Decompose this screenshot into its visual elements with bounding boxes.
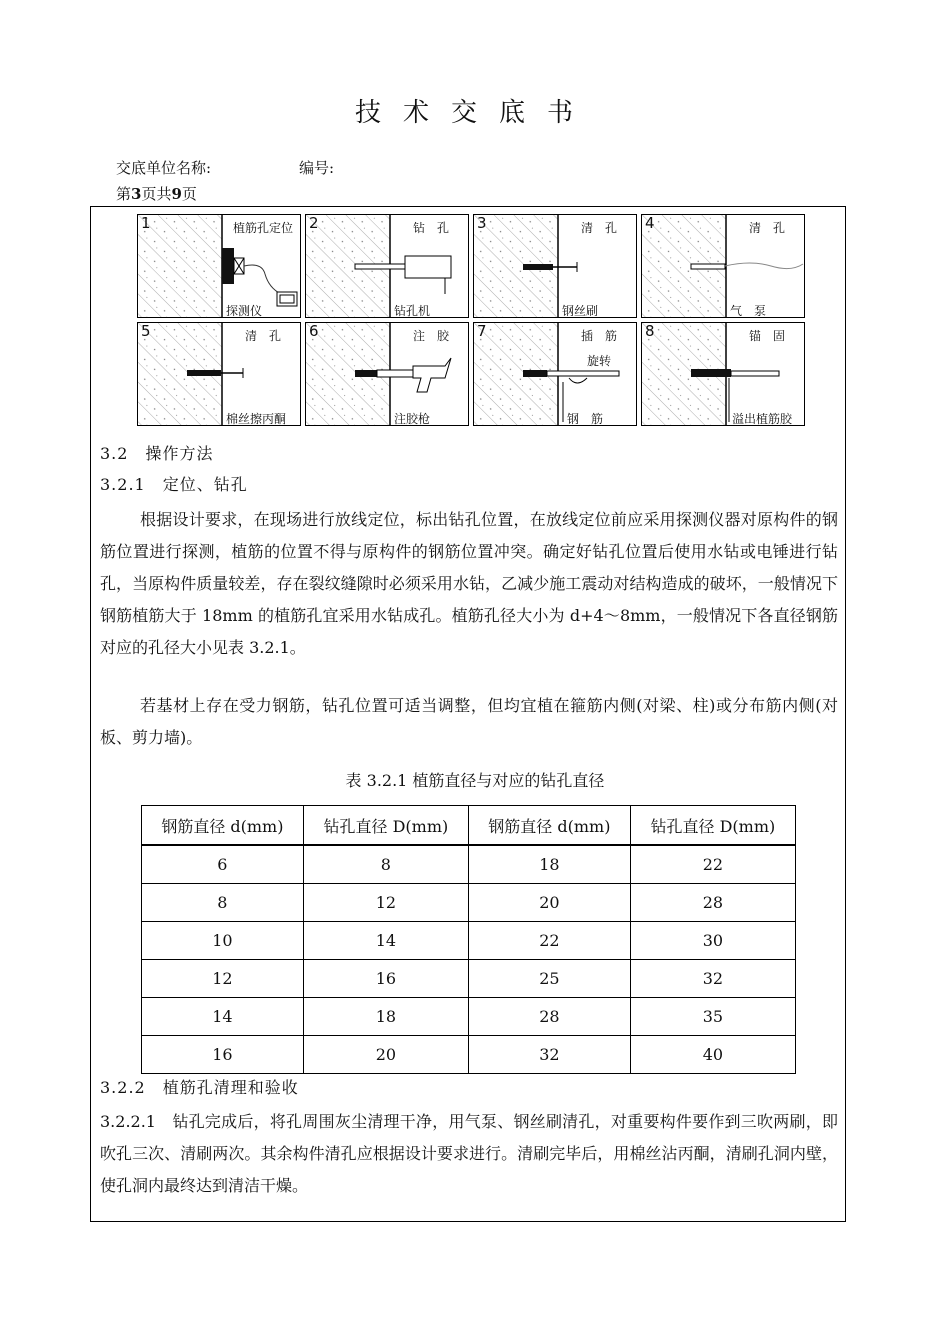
step-note: 棉丝擦丙酮 xyxy=(226,412,287,426)
step-title: 插 筋 xyxy=(580,329,617,343)
step-panel-6 xyxy=(305,322,469,426)
unit-label: 交底单位名称: xyxy=(116,159,212,177)
table-cell: 12 xyxy=(303,884,468,922)
table-cell: 22 xyxy=(468,922,630,960)
step-title: 植筋孔定位 xyxy=(232,221,293,235)
table-cell: 28 xyxy=(630,884,795,922)
col-header: 钻孔直径 D(mm) xyxy=(303,806,468,846)
table-cell: 32 xyxy=(630,960,795,998)
table-row xyxy=(142,960,796,998)
step-panel-7 xyxy=(473,322,637,426)
step-panel-1 xyxy=(137,214,301,318)
col-header: 钢筋直径 d(mm) xyxy=(468,806,630,846)
paragraph-rebar-adjust: 若基材上存在受力钢筋，钻孔位置可适当调整，但均宜植在箍筋内侧(对梁、柱)或分布筋内侧(对板、剪力墙)。 xyxy=(100,696,838,747)
step-number: 6 xyxy=(309,322,319,340)
table-row xyxy=(142,1036,796,1074)
step-title: 清 孔 xyxy=(244,329,281,343)
step-panel-5 xyxy=(137,322,301,426)
table-cell: 16 xyxy=(142,1036,304,1074)
step-title: 钻 孔 xyxy=(412,221,449,235)
table-cell: 8 xyxy=(142,884,304,922)
table-row xyxy=(142,845,796,884)
paragraph-positioning: 根据设计要求，在现场进行放线定位，标出钻孔位置，在放线定位前应采用探测仪器对原构件的钢筋位置进行探测，植筋的位置不得与原构件的钢筋位置冲突。确定好钻孔位置后使用水钻或电锤进行钻孔，当原构件质量较差，存在裂纹缝隙时必须采用水钻，乙减少施工震动对结构造成的破坏，一般情况下钢筋植筋大于 18mm 的植筋孔宜采用水钻成孔。植筋孔径大小为 d+4～8mm，一般情况下各直径钢筋对应的孔径大小见表 3.2.1。 xyxy=(100,510,838,657)
table-cell: 12 xyxy=(142,960,304,998)
step-panel-8 xyxy=(641,322,805,426)
process-diagram xyxy=(137,214,807,428)
section-heading-3-2: 3.2 操作方法 xyxy=(100,444,214,463)
section-heading-3-2-1: 3.2.1 定位、钻孔 xyxy=(100,475,248,494)
table-row xyxy=(142,998,796,1036)
table-cell: 18 xyxy=(303,998,468,1036)
step-number: 8 xyxy=(645,322,655,340)
step-note: 注胶枪 xyxy=(394,412,431,426)
table-cell: 35 xyxy=(630,998,795,1036)
step-title: 锚 固 xyxy=(748,329,785,343)
paragraph-cleaning: 3.2.2.1 钻孔完成后，将孔周围灰尘清理干净，用气泵、钢丝刷清孔，对重要构件要作到三吹两刷，即吹孔三次、清刷两次。其余构件清孔应根据设计要求进行。清刷完毕后，用棉丝沾丙酮，清刷孔洞内壁，使孔洞内最终达到清洁干燥。 xyxy=(100,1112,838,1195)
col-header: 钢筋直径 d(mm) xyxy=(142,806,304,846)
step-note-rotate: 旋转 xyxy=(587,354,612,368)
step-panel-2 xyxy=(305,214,469,318)
page-indicator: 第3页共9页 xyxy=(116,185,197,203)
table-cell: 28 xyxy=(468,998,630,1036)
step-number: 7 xyxy=(477,322,487,340)
table-row xyxy=(142,884,796,922)
number-label: 编号: xyxy=(299,159,335,177)
step-panel-4 xyxy=(641,214,805,318)
step-number: 4 xyxy=(645,214,655,232)
header-meta xyxy=(116,157,335,178)
table-row xyxy=(142,922,796,960)
table-cell: 18 xyxy=(468,845,630,884)
table-cell: 14 xyxy=(303,922,468,960)
table-cell: 25 xyxy=(468,960,630,998)
diameter-table xyxy=(141,805,796,1074)
table-cell: 14 xyxy=(142,998,304,1036)
col-header: 钻孔直径 D(mm) xyxy=(630,806,795,846)
step-number: 1 xyxy=(141,214,151,232)
step-note: 钢丝刷 xyxy=(562,304,599,318)
step-title: 清 孔 xyxy=(748,221,785,235)
table-header-row xyxy=(142,806,796,846)
step-number: 5 xyxy=(141,322,151,340)
table-cell: 32 xyxy=(468,1036,630,1074)
table-cell: 30 xyxy=(630,922,795,960)
table-cell: 22 xyxy=(630,845,795,884)
step-number: 3 xyxy=(477,214,487,232)
table-cell: 20 xyxy=(468,884,630,922)
table-cell: 16 xyxy=(303,960,468,998)
step-note: 钻孔机 xyxy=(394,304,431,318)
table-cell: 6 xyxy=(142,845,304,884)
table-cell: 10 xyxy=(142,922,304,960)
table-caption: 表 3.2.1 植筋直径与对应的钻孔直径 xyxy=(345,771,605,790)
step-note: 钢 筋 xyxy=(567,412,604,426)
table-cell: 8 xyxy=(303,845,468,884)
step-title: 注 胶 xyxy=(412,329,449,343)
table-cell: 20 xyxy=(303,1036,468,1074)
section-heading-3-2-2: 3.2.2 植筋孔清理和验收 xyxy=(100,1078,299,1097)
document-title: 技术交底书 xyxy=(354,98,595,128)
step-note: 探测仪 xyxy=(226,304,263,318)
table-cell: 40 xyxy=(630,1036,795,1074)
step-panel-3 xyxy=(473,214,637,318)
step-number: 2 xyxy=(309,214,319,232)
step-note: 溢出植筋胶 xyxy=(732,412,793,426)
step-title: 清 孔 xyxy=(580,221,617,235)
step-note: 气 泵 xyxy=(730,304,767,318)
